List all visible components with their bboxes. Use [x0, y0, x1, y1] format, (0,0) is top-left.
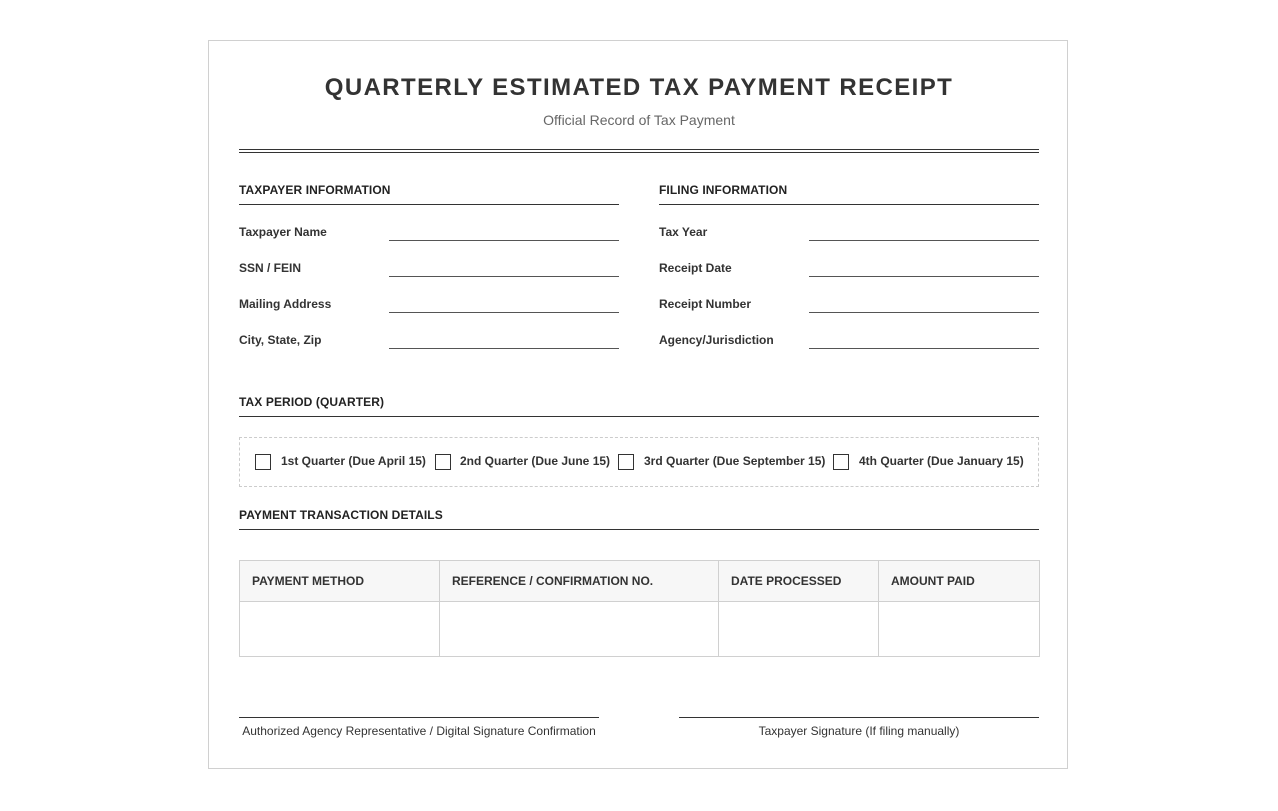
- quarter-2-checkbox[interactable]: [435, 454, 451, 470]
- payment-details-table: [239, 560, 1040, 657]
- table-row: [240, 602, 1040, 657]
- quarter-1-label: 1st Quarter (Due April 15): [281, 454, 426, 468]
- taxpayer-signature-line[interactable]: [679, 717, 1039, 718]
- reference-number-header: REFERENCE / CONFIRMATION NO.: [440, 561, 719, 602]
- date-processed-cell[interactable]: [719, 602, 879, 657]
- ssn-fein-field[interactable]: [389, 276, 619, 277]
- payment-method-cell[interactable]: [240, 602, 440, 657]
- agency-signature-label: Authorized Agency Representative / Digital Signature Confirmation: [242, 724, 596, 738]
- header-divider: [239, 149, 1039, 153]
- quarter-3-label: 3rd Quarter (Due September 15): [644, 454, 826, 468]
- page-subtitle: Official Record of Tax Payment: [543, 112, 735, 128]
- ssn-fein-label: SSN / FEIN: [239, 261, 302, 275]
- page-title: QUARTERLY ESTIMATED TAX PAYMENT RECEIPT: [324, 74, 954, 101]
- tax-year-field[interactable]: [809, 240, 1039, 241]
- date-processed-header: DATE PROCESSED: [719, 561, 879, 602]
- payment-section-divider: [239, 529, 1039, 530]
- agency-jurisdiction-field[interactable]: [809, 348, 1039, 349]
- quarter-4-checkbox[interactable]: [833, 454, 849, 470]
- tax-period-section-title: TAX PERIOD (QUARTER): [239, 395, 385, 409]
- quarter-1-checkbox[interactable]: [255, 454, 271, 470]
- filing-section-divider: [659, 204, 1039, 205]
- table-header-row: [240, 561, 1040, 602]
- quarter-4-label: 4th Quarter (Due January 15): [859, 454, 1024, 468]
- tax-period-section-divider: [239, 416, 1039, 417]
- amount-paid-cell[interactable]: [879, 602, 1040, 657]
- filing-section-title: FILING INFORMATION: [659, 183, 788, 197]
- reference-number-cell[interactable]: [440, 602, 719, 657]
- taxpayer-name-field[interactable]: [389, 240, 619, 241]
- tax-year-label: Tax Year: [659, 225, 708, 239]
- receipt-date-field[interactable]: [809, 276, 1039, 277]
- city-state-zip-label: City, State, Zip: [239, 333, 322, 347]
- receipt-page: [208, 40, 1068, 769]
- agency-signature-line[interactable]: [239, 717, 599, 718]
- taxpayer-section-title: TAXPAYER INFORMATION: [239, 183, 391, 197]
- amount-paid-header: AMOUNT PAID: [879, 561, 1040, 602]
- taxpayer-name-label: Taxpayer Name: [239, 225, 327, 239]
- mailing-address-field[interactable]: [389, 312, 619, 313]
- quarter-2-label: 2nd Quarter (Due June 15): [460, 454, 611, 468]
- receipt-number-field[interactable]: [809, 312, 1039, 313]
- taxpayer-section-divider: [239, 204, 619, 205]
- payment-method-header: PAYMENT METHOD: [240, 561, 440, 602]
- quarter-selection-group: [239, 437, 1039, 487]
- receipt-number-label: Receipt Number: [659, 297, 752, 311]
- payment-section-title: PAYMENT TRANSACTION DETAILS: [239, 508, 443, 522]
- taxpayer-signature-label: Taxpayer Signature (If filing manually): [758, 724, 960, 738]
- quarter-3-checkbox[interactable]: [618, 454, 634, 470]
- receipt-date-label: Receipt Date: [659, 261, 732, 275]
- mailing-address-label: Mailing Address: [239, 297, 332, 311]
- city-state-zip-field[interactable]: [389, 348, 619, 349]
- agency-jurisdiction-label: Agency/Jurisdiction: [659, 333, 774, 347]
